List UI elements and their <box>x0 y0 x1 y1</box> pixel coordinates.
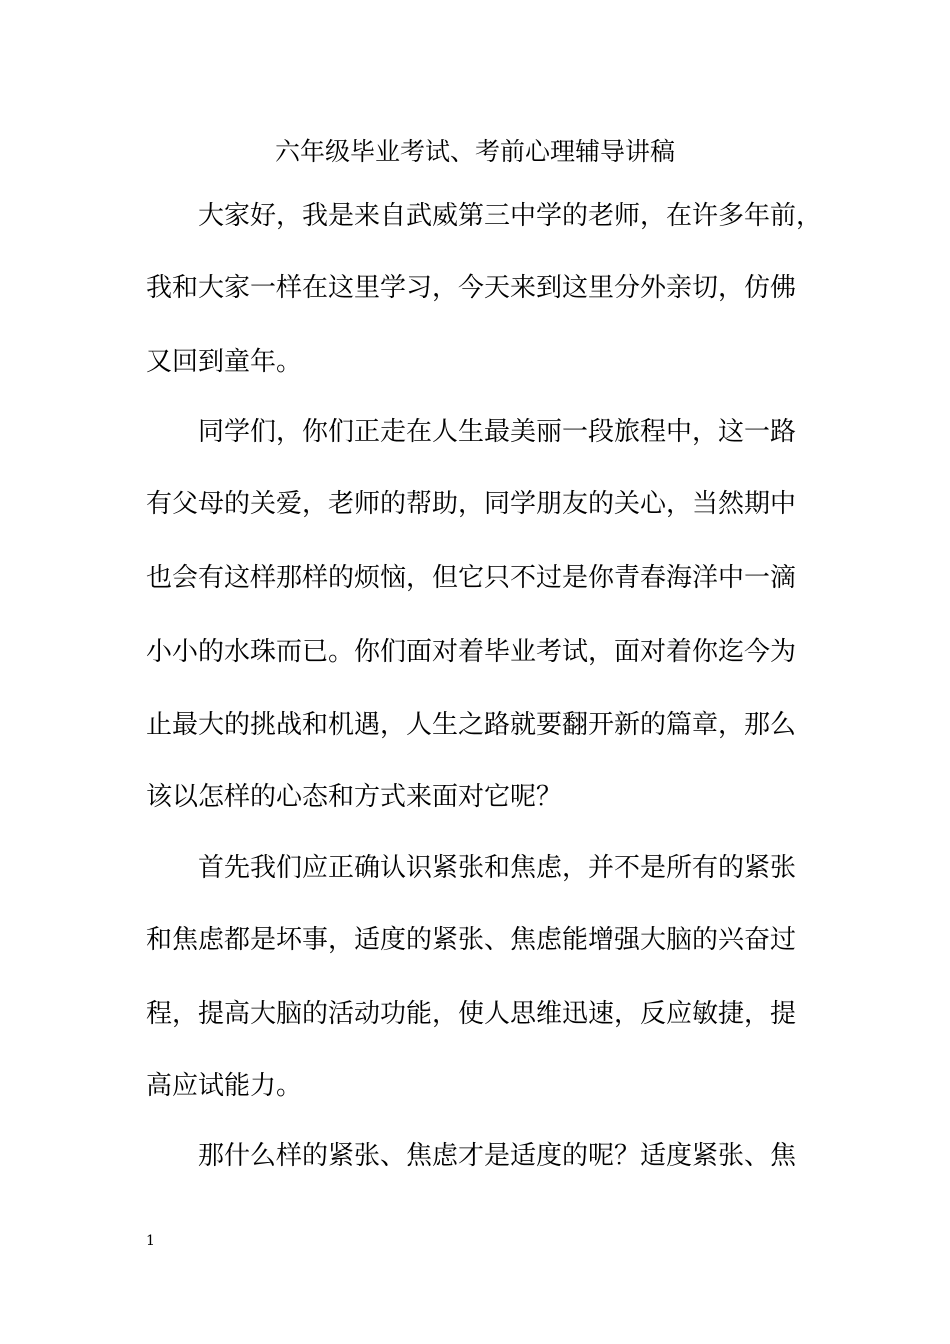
text-line-6: 也会有这样那样的烦恼，但它只不过是你青春海洋中一滴 <box>146 563 797 593</box>
text-line-8: 止最大的挑战和机遇，人生之路就要翻开新的篇章，那么 <box>146 710 797 740</box>
document-title: 六年级毕业考试、考前心理辅导讲稿 <box>274 137 675 166</box>
text-line-13: 高应试能力。 <box>146 1071 303 1101</box>
text-line-5: 有父母的关爱，老师的帮助，同学朋友的关心，当然期中 <box>146 489 797 519</box>
text-line-1: 大家好，我是来自武威第三中学的老师，在许多年前， <box>198 201 823 231</box>
page-number: 1 <box>146 1233 155 1249</box>
text-line-12: 程，提高大脑的活动功能，使人思维迅速，反应敏捷，提 <box>146 999 797 1029</box>
text-line-14: 那什么样的紧张、焦虑才是适度的呢？适度紧张、焦 <box>198 1141 797 1171</box>
text-line-11: 和焦虑都是坏事，适度的紧张、焦虑能增强大脑的兴奋过 <box>146 925 797 955</box>
text-line-3: 又回到童年。 <box>146 347 303 377</box>
text-line-10: 首先我们应正确认识紧张和焦虑，并不是所有的紧张 <box>198 853 797 883</box>
text-line-4: 同学们，你们正走在人生最美丽一段旅程中，这一路 <box>198 417 797 447</box>
text-line-2: 我和大家一样在这里学习，今天来到这里分外亲切，仿佛 <box>146 273 797 303</box>
text-line-9: 该以怎样的心态和方式来面对它呢？ <box>146 782 563 812</box>
text-line-7: 小小的水珠而已。你们面对着毕业考试，面对着你迄今为 <box>146 637 797 667</box>
